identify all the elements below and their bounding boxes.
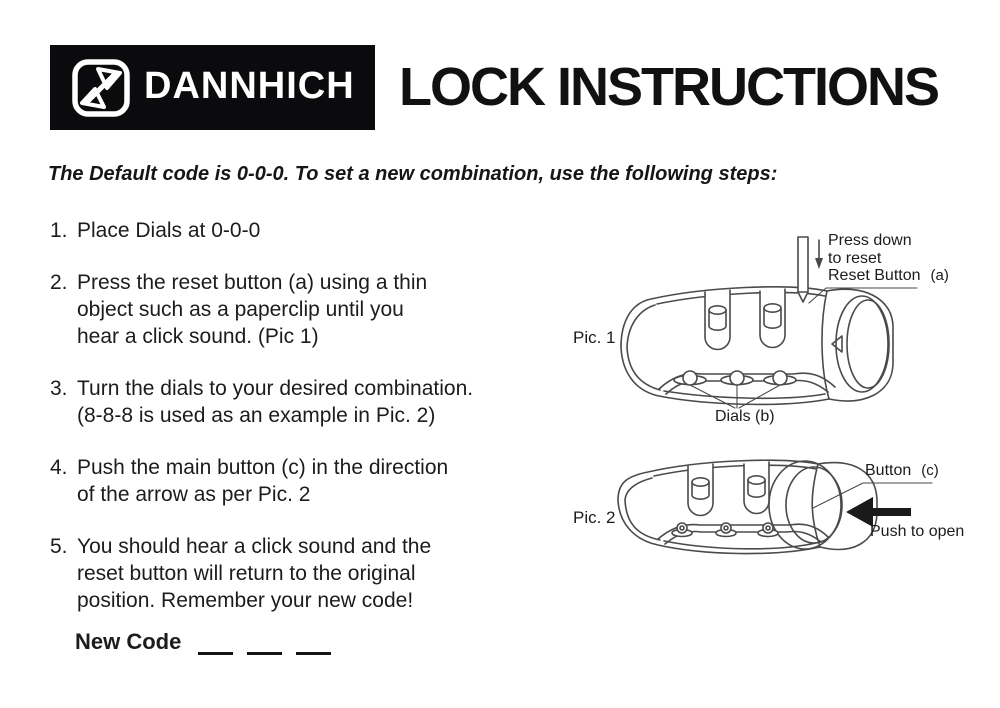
step-number: 1. (50, 219, 68, 242)
step-text-line: of the arrow as per Pic. 2 (77, 483, 311, 506)
new-code-row (75, 629, 331, 655)
lock-drawing-pic1 (565, 222, 995, 437)
brand-logo-box (50, 45, 375, 130)
step-5 (50, 533, 580, 614)
step-text-line: You should hear a click sound and the (77, 535, 432, 558)
reset-button-ref: (a) (930, 267, 949, 284)
button-ref: (c) (921, 462, 939, 479)
button-label: Button (c) (865, 462, 939, 479)
step-number: 3. (50, 377, 68, 400)
step-text-line: object such as a paperclip until you (77, 298, 404, 321)
step-1 (50, 217, 580, 244)
step-text-line: Press the reset button (a) using a thin (77, 271, 428, 294)
code-blank-3 (296, 636, 331, 655)
new-code-label: New Code (75, 629, 182, 654)
step-text-line: Push the main button (c) in the direction (77, 456, 449, 479)
pic1-caption: Pic. 1 (573, 328, 616, 347)
dannhich-logo-icon (71, 58, 131, 118)
step-number: 2. (50, 271, 68, 294)
pic2-caption: Pic. 2 (573, 508, 616, 527)
push-to-open-label: Push to open (870, 523, 965, 540)
instruction-steps (50, 217, 580, 639)
code-blank-1 (198, 636, 233, 655)
reset-button-label: Reset Button (a) (828, 267, 949, 284)
step-text-line: position. Remember your new code! (77, 589, 414, 612)
step-text-line: Turn the dials to your desired combination. (77, 377, 474, 400)
dials-label: Dials (b) (715, 408, 775, 425)
step-text-line: (8-8-8 is used as an example in Pic. 2) (77, 404, 436, 427)
press-down-label-line1: Press down (828, 232, 912, 249)
step-4 (50, 454, 580, 508)
brand-name: DANNHICH (144, 65, 355, 107)
diagram-pic2 (560, 445, 995, 645)
step-text-line: Place Dials at 0-0-0 (77, 219, 261, 242)
step-text-line: reset button will return to the original (77, 562, 416, 585)
code-blank-2 (247, 636, 282, 655)
step-number: 5. (50, 535, 68, 558)
page-title: LOCK INSTRUCTIONS (399, 57, 938, 117)
step-3 (50, 375, 580, 429)
intro-text: The Default code is 0-0-0. To set a new combination, use the following steps: (48, 163, 778, 185)
diagram-pic1 (565, 222, 995, 437)
step-2 (50, 269, 580, 350)
step-number: 4. (50, 456, 68, 479)
press-down-label-line2: to reset (828, 250, 882, 267)
step-text-line: hear a click sound. (Pic 1) (77, 325, 319, 348)
